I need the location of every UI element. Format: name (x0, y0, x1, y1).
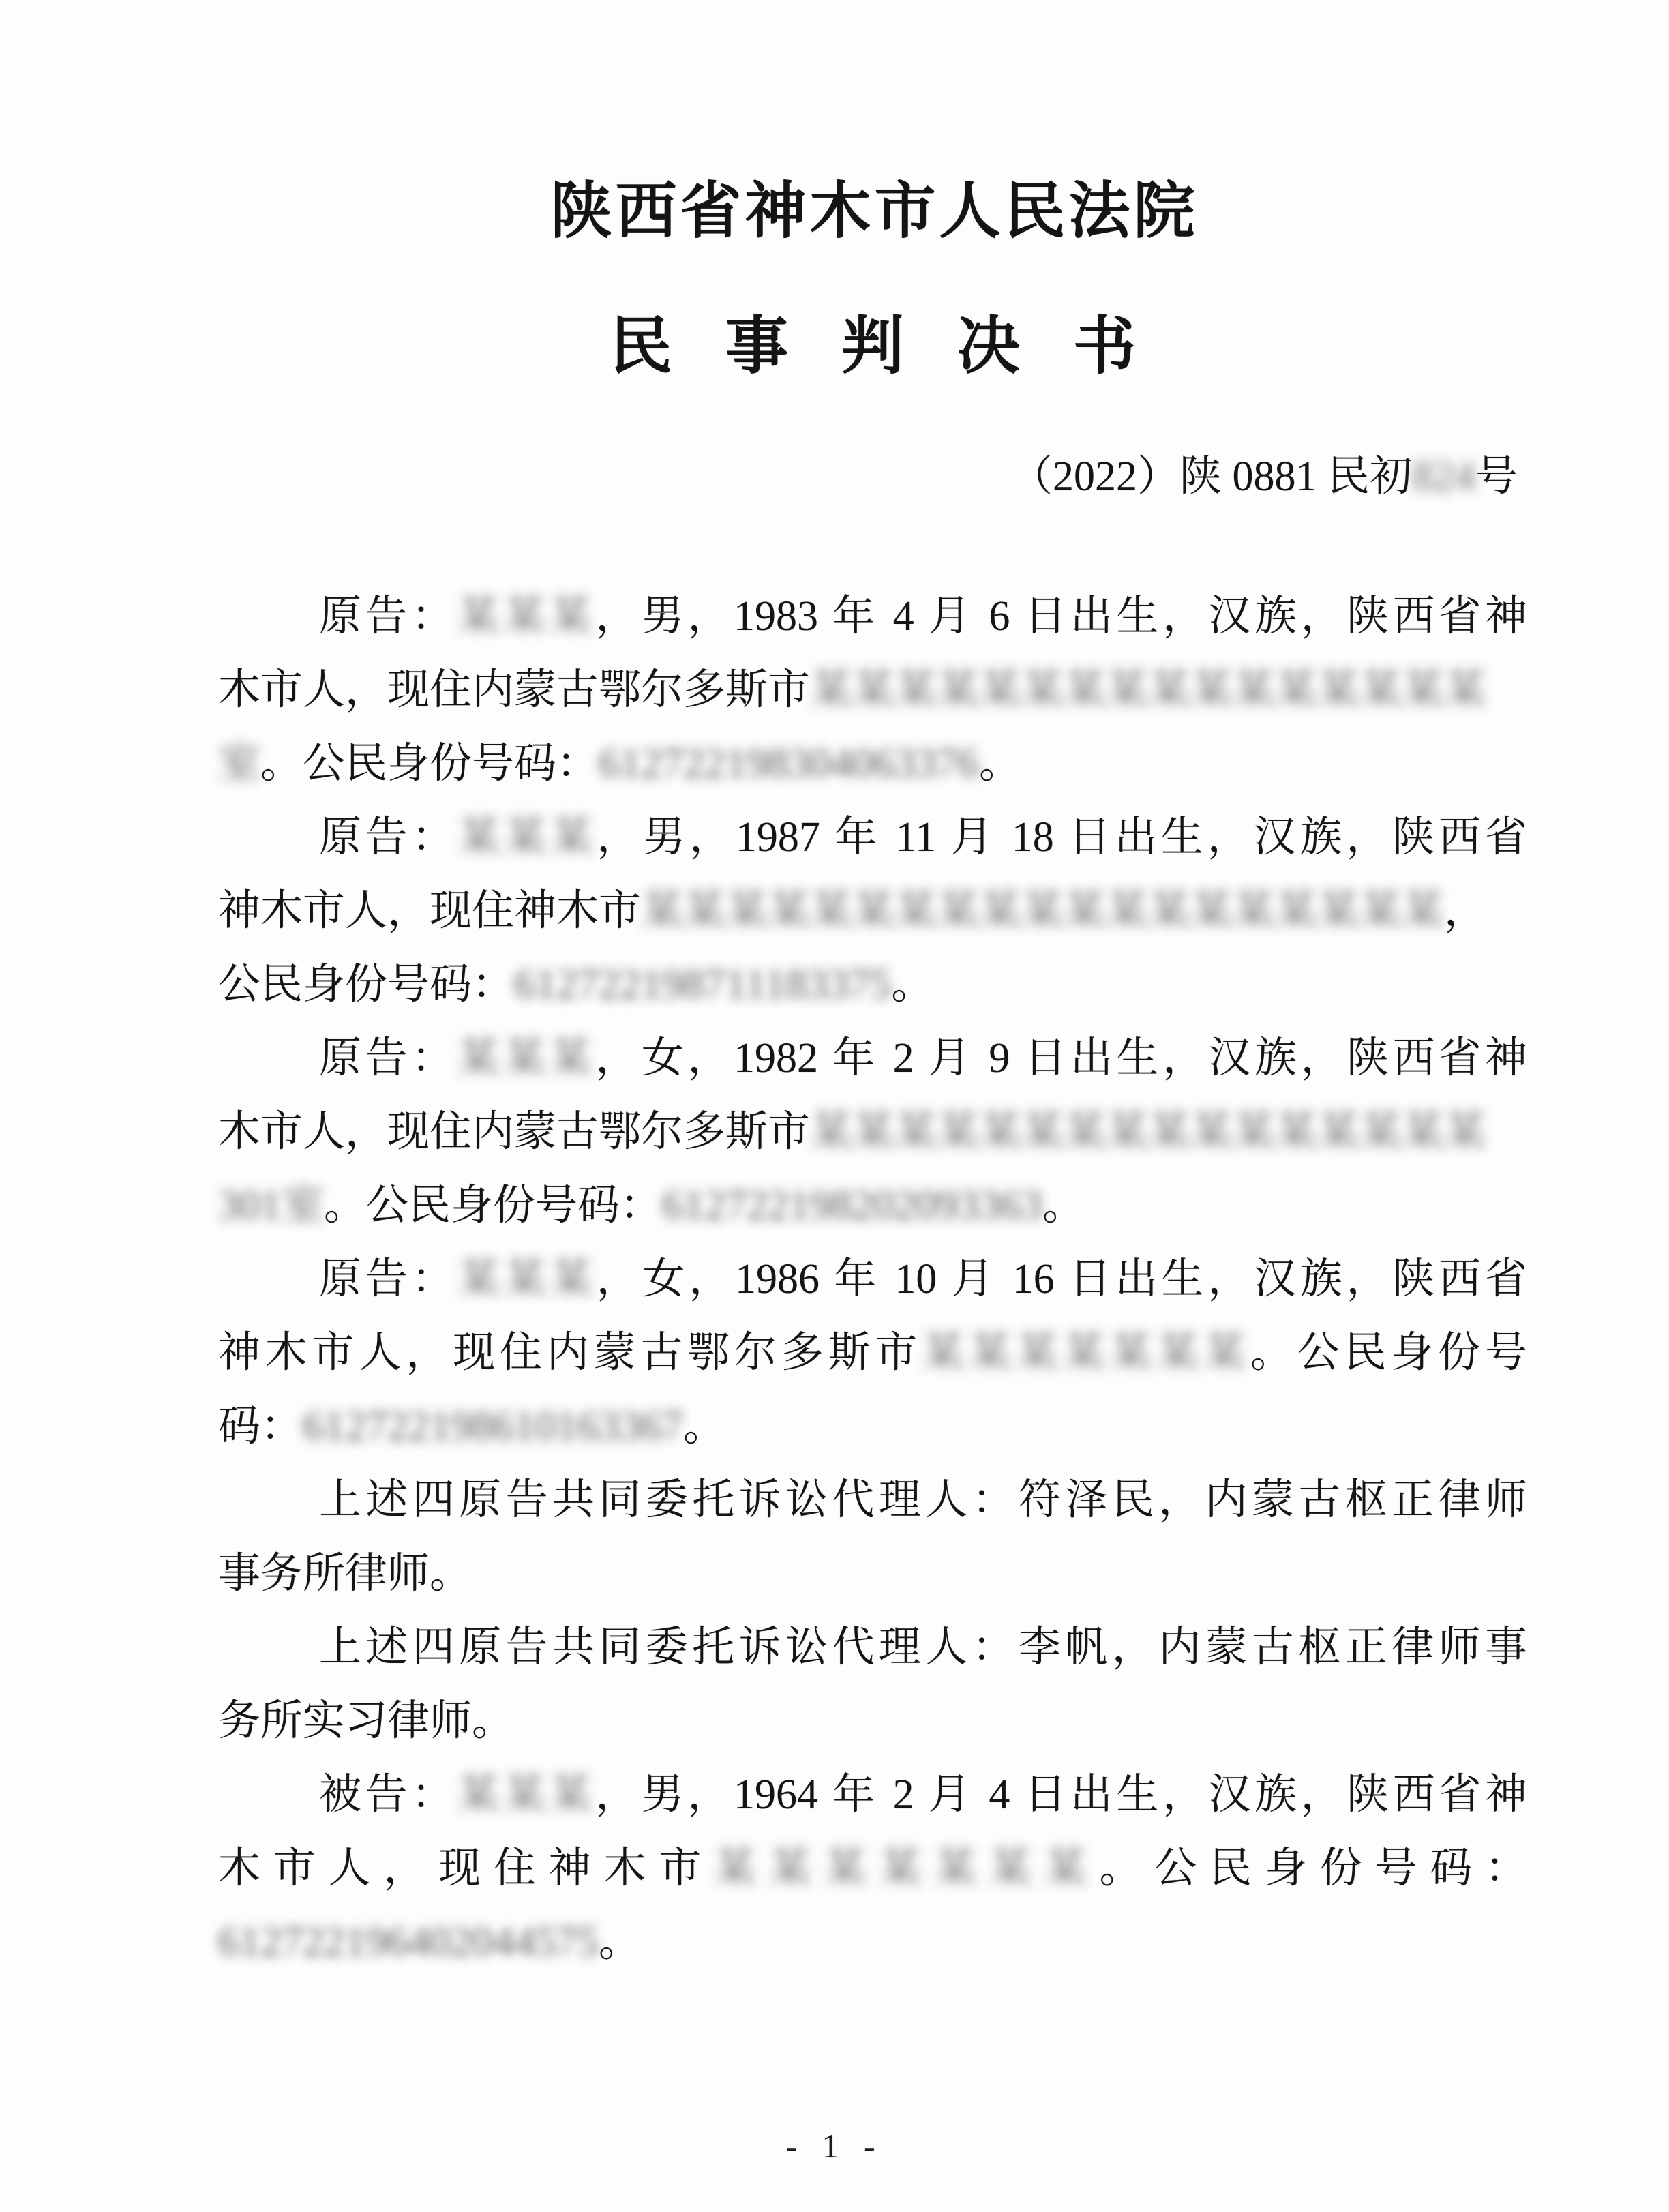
text-line (218, 801, 1527, 874)
text-segment: 。 (979, 741, 1022, 787)
redacted-segment: 某某某某某某某某某某某某某某某某某某某 (641, 888, 1445, 934)
text-line (218, 1169, 1527, 1242)
text-line (218, 1390, 1527, 1463)
page-number: - 1 - (785, 2127, 884, 2165)
redacted-segment: 某某某 (457, 1256, 597, 1302)
redacted-segment: 612722198202093363 (662, 1182, 1043, 1229)
text-line (218, 1021, 1527, 1095)
redacted-segment: 301室 (218, 1182, 325, 1229)
text-segment: 。 (599, 1919, 642, 1965)
text-line (218, 1905, 1527, 1979)
case-number-redacted: 824 (1411, 453, 1475, 500)
text-line (218, 1758, 1527, 1832)
redacted-segment: 612722198610163367 (303, 1403, 684, 1450)
case-number-suffix: 号 (1475, 453, 1518, 500)
redacted-segment: 612722198711183375 (514, 961, 892, 1008)
text-line (218, 1684, 1527, 1758)
text-segment: ， (1444, 888, 1487, 934)
redacted-segment: 612722196402044575 (218, 1919, 599, 1965)
text-segment: 原告： (319, 814, 458, 861)
redacted-segment: 某某某 (457, 1772, 596, 1818)
redacted-segment: 某某某某某某某 (922, 1330, 1250, 1376)
text-segment: 被告： (319, 1772, 457, 1818)
text-segment: 原告： (319, 593, 457, 640)
text-line (218, 948, 1527, 1021)
text-segment: ，女，1982 年 2 月 9 日出生，汉族，陕西省神 (595, 1035, 1527, 1081)
text-line (218, 1463, 1527, 1537)
text-segment: 上述四原告共同委托诉讼代理人：符泽民，内蒙古枢正律师 (319, 1477, 1527, 1523)
redacted-segment: 室 (218, 741, 261, 787)
text-segment: 木市人，现住神木市 (218, 1845, 715, 1892)
redacted-segment: 612722198304063376 (599, 741, 980, 787)
text-segment: 。 (683, 1403, 726, 1450)
case-number (218, 453, 1527, 501)
text-segment: 神木市人，现住神木市 (218, 888, 642, 934)
text-segment: 木市人，现住内蒙古鄂尔多斯市 (218, 1109, 811, 1155)
text-segment: 事务所律师。 (218, 1551, 472, 1597)
text-segment: ，男，1964 年 2 月 4 日出生，汉族，陕西省神 (595, 1772, 1527, 1818)
text-line (218, 580, 1527, 653)
text-line (218, 1316, 1527, 1390)
body-text (218, 580, 1527, 1979)
text-line (218, 874, 1527, 948)
redacted-segment: 某某某某某某某某某某某某某某某某 (810, 1109, 1487, 1155)
redacted-segment: 某某某 (457, 1035, 596, 1081)
text-line (218, 727, 1527, 801)
court-title: 陕西省神木市人民法院 (550, 178, 1199, 246)
text-segment: 神木市人，现住内蒙古鄂尔多斯市 (218, 1330, 922, 1376)
text-segment: 务所实习律师。 (218, 1698, 515, 1744)
text-segment: 。 (1042, 1182, 1085, 1229)
text-segment: 。公民身份号 (1250, 1330, 1527, 1376)
text-segment: 码： (218, 1403, 303, 1450)
content-column (218, 0, 1527, 2212)
text-segment: 原告： (319, 1256, 458, 1302)
text-segment: 。 (891, 961, 934, 1008)
redacted-segment: 某某某 (457, 814, 597, 861)
redacted-segment: 某某某某某某某某某某某某某某某某 (810, 667, 1487, 713)
text-line (218, 1537, 1527, 1611)
text-line (218, 1095, 1527, 1169)
text-segment: 上述四原告共同委托诉讼代理人：李帆，内蒙古枢正律师事 (319, 1624, 1527, 1671)
text-line (218, 653, 1527, 727)
text-segment: 。公民身份号码： (260, 741, 599, 787)
text-line (218, 1242, 1527, 1316)
text-segment: ，男，1987 年 11 月 18 日出生，汉族，陕西省 (597, 814, 1527, 861)
redacted-segment: 某某某 (457, 593, 596, 640)
text-segment: 公民身份号码： (218, 961, 515, 1008)
redacted-segment: 某某某某某某某 (714, 1845, 1100, 1892)
case-number-prefix: （2022）陕 0881 民初 (1010, 453, 1412, 500)
text-segment: ，男，1983 年 4 月 6 日出生，汉族，陕西省神 (595, 593, 1527, 640)
text-segment: 原告： (319, 1035, 457, 1081)
document-type-title: 民事判决书 (609, 312, 1189, 382)
text-segment: 。公民身份号码： (324, 1182, 663, 1229)
text-segment: ，女，1986 年 10 月 16 日出生，汉族，陕西省 (596, 1256, 1527, 1302)
text-line (218, 1832, 1527, 1905)
text-segment: 。公民身份号码： (1099, 1845, 1527, 1892)
text-line (218, 1611, 1527, 1684)
text-segment: 木市人，现住内蒙古鄂尔多斯市 (218, 667, 811, 713)
